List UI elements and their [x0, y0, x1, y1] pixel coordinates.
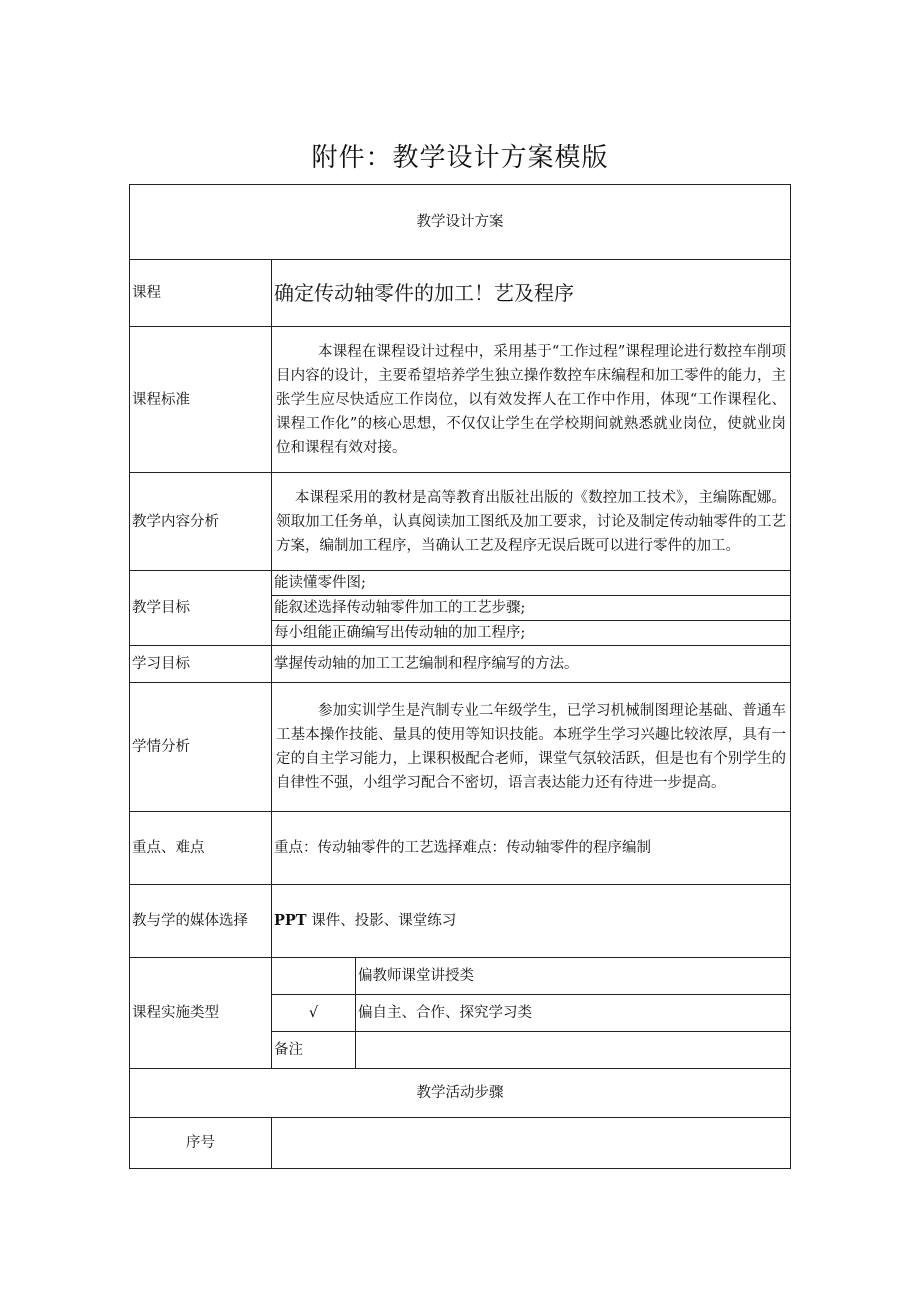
learning-goals-text: 掌握传动轴的加工工艺编制和程序编写的方法。 [272, 646, 791, 683]
course-row [130, 260, 791, 327]
teaching-goal-item: 能读懂零件图; [272, 571, 791, 596]
heading-row [130, 185, 791, 260]
course-name: 确定传动轴零件的加工！艺及程序 [272, 260, 791, 327]
media-items: 课件、投影、课堂练习 [311, 913, 457, 929]
media-text [272, 885, 791, 958]
teaching-goal-row-1 [130, 571, 791, 596]
lesson-plan-table [129, 184, 791, 1169]
content-analysis-row [130, 473, 791, 571]
implementation-option: 偏自主、合作、探究学习类 [356, 995, 791, 1032]
teaching-goal-item: 每小组能正确编写出传动轴的加工程序; [272, 621, 791, 646]
sequence-row [130, 1118, 791, 1169]
key-points-row [130, 812, 791, 885]
remark-label: 备注 [272, 1032, 356, 1069]
implementation-option: 偏教师课堂讲授类 [356, 958, 791, 995]
key-points-label: 重点、难点 [130, 812, 272, 885]
check-mark-icon: √ [272, 995, 356, 1032]
course-label: 课程 [130, 260, 272, 327]
document-title: 附件：教学设计方案模版 [311, 143, 609, 173]
student-analysis-text: 参加实训学生是汽制专业二年级学生，已学习机械制图理论基础、普通车工基本操作技能、量具的使用等知识技能。本班学生学习兴趣比较浓厚，具有一定的自主学习能力，上课积极配合老师，课堂气氛较活跃，但是也有个别学生的自律性不强，小组学习配合不密切，语言表达能力还有待进一步提高。 [276, 703, 787, 791]
implementation-label: 课程实施类型 [130, 958, 272, 1069]
teaching-goals-label: 教学目标 [130, 571, 272, 646]
learning-goals-row [130, 646, 791, 683]
learning-goals-label: 学习目标 [130, 646, 272, 683]
activity-heading-row [130, 1069, 791, 1118]
implementation-mark [272, 958, 356, 995]
media-lead: PPT [274, 912, 307, 929]
remark-value [356, 1032, 791, 1069]
student-analysis-label: 学情分析 [130, 683, 272, 812]
standard-label: 课程标准 [130, 327, 272, 473]
key-points-text: 重点：传动轴零件的工艺选择难点：传动轴零件的程序编制 [272, 812, 791, 885]
media-label: 教与学的媒体选择 [130, 885, 272, 958]
standard-text: 本课程在课程设计过程中，采用基于“工作过程”课程理论进行数控车削项目内容的设计，主要希望培养学生独立操作数控车床编程和加工零件的能力，主张学生应尽快适应工作岗位，以有效发挥人在工作中作用，体现“工作课程化、课程工作化”的核心思想，不仅仅让学生在学校期间就熟悉就业岗位，使就业岗位和课程有效对接。 [276, 343, 787, 456]
implementation-row-1 [130, 958, 791, 995]
sequence-label: 序号 [130, 1118, 272, 1169]
content-analysis-text: 本课程采用的教材是高等教育出版社出版的《数控加工技术》，主编陈配娜。领取加工任务单，认真阅读加工图纸及加工要求，讨论及制定传动轴零件的工艺方案，编制加工程序，当确认工艺及程序无误后既可以进行零件的加工。 [276, 489, 787, 554]
content-analysis-label: 教学内容分析 [130, 473, 272, 571]
table-heading: 教学设计方案 [130, 185, 791, 260]
standard-row [130, 327, 791, 473]
teaching-goal-item: 能叙述选择传动轴零件加工的工艺步骤; [272, 596, 791, 621]
media-row [130, 885, 791, 958]
activity-heading: 教学活动步骤 [130, 1069, 791, 1118]
sequence-value [272, 1118, 791, 1169]
student-analysis-row [130, 683, 791, 812]
